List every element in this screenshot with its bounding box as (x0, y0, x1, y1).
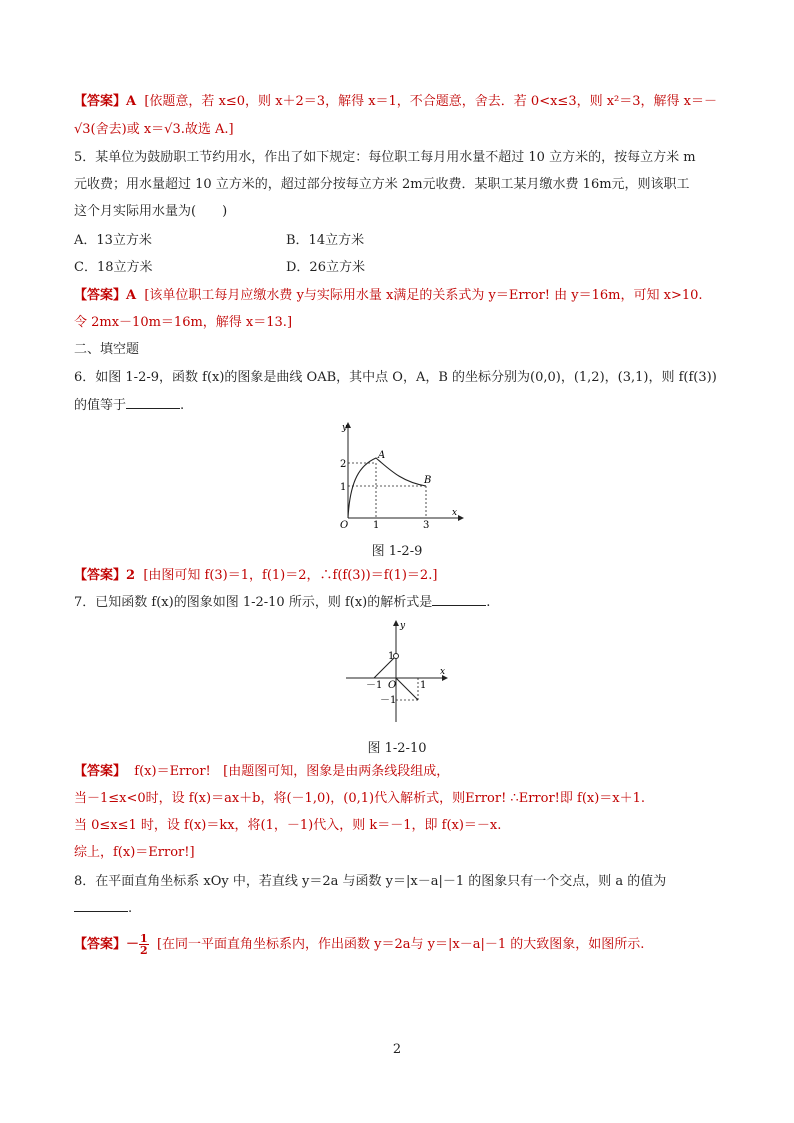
q8-stem-line-2: . (74, 899, 734, 919)
tick-label-x1: 1 (420, 680, 427, 691)
option-b: B．14立方米 (286, 233, 365, 248)
point-label-b: B (424, 475, 432, 486)
axis-label-y: y (400, 621, 406, 631)
option-a: A．13立方米 (74, 233, 152, 248)
tick-label-y2: 2 (340, 459, 347, 470)
fraction-numerator: 1 (140, 932, 148, 945)
q6-stem-line-1: 6．如图 1-2-9，函数 f(x)的图象是曲线 OAB，其中点 O，A，B 的坐标分别为(0,0)，(1,2)，(3,1)，则 f(f(3)) (74, 370, 717, 385)
answer-text: 令 2mx－10m＝16m，解得 x＝13.] (74, 315, 293, 330)
fraction-denominator: 2 (140, 944, 148, 957)
q6-answer-line (74, 566, 734, 586)
answer-text: [在同一平面直角坐标系内，作出函数 y＝2a与 y＝|x－a|－1 的大致图象，如图所示. (156, 937, 645, 952)
q5-stem-line-1: 5．某单位为鼓励职工节约用水，作出了如下规定：每位职工每月用水量不超过 10 立方米的，按每立方米 m (74, 150, 696, 165)
figure-1-2-10 (340, 618, 450, 724)
q5-answer-line-2 (74, 313, 734, 333)
axis-label-x: x (440, 667, 446, 677)
q5-stem-line-2: 元收费；用水量超过 10 立方米的，超过部分按每立方米 2m元收费．某职工某月缴水费 16m元，则该职工 (74, 177, 690, 192)
option-c: C．18立方米 (74, 260, 153, 275)
point-label-a: A (378, 450, 386, 461)
answer-tag: 【答案】 (74, 937, 127, 952)
answer-blank (126, 396, 180, 409)
axis-label-y: y (342, 423, 348, 433)
q5-stem-line-3: 这个月实际用水量为( ) (74, 204, 228, 219)
q8-stem-line-1: 8．在平面直角坐标系 xOy 中，若直线 y＝2a 与函数 y＝|x－a|－1 的图象只有一个交点，则 a 的值为 (74, 874, 667, 889)
segment-right (396, 678, 418, 700)
tick-label-y1: 1 (388, 651, 395, 662)
answer-text: 综上，f(x)＝Error!] (74, 845, 195, 860)
q5-options-row-2 (74, 258, 734, 278)
q7-answer-line-4 (74, 843, 734, 863)
answer-tag: 【答案】2 (74, 568, 136, 583)
answer-blank (74, 899, 128, 912)
answer-text: [该单位职工每月应缴水费 y与实际用水量 x满足的关系式为 y＝Error! 由 y＝16m，可知 x>10. (144, 288, 703, 303)
answer-text: [由图可知 f(3)＝1，f(1)＝2，∴f(f(3))＝f(1)＝2.] (143, 568, 438, 583)
answer-text: [依题意，若 x≤0，则 x＋2＝3，解得 x＝1，不合题意，舍去．若 0<x≤3，则 x²＝3，解得 x＝－ (144, 94, 718, 109)
q8-answer-line (74, 932, 734, 958)
tick-label-x3: 3 (423, 520, 430, 531)
tick-label-xm1: －1 (366, 680, 383, 691)
q7-stem-line-1: 7．已知函数 f(x)的图象如图 1-2-10 所示，则 f(x)的解析式是 . (74, 595, 491, 610)
q5-options-row-1 (74, 231, 734, 251)
section-heading: 二、填空题 (74, 342, 140, 357)
q6-stem-line-2: 的值等于 . (74, 398, 185, 413)
option-d: D．26立方米 (286, 260, 365, 275)
answer-text: 当 0≤x≤1 时，设 f(x)＝kx，将(1，－1)代入，则 k＝－1，即 f(x)＝－x. (74, 818, 502, 833)
q4-answer-line-2 (74, 120, 734, 140)
tick-label-y1: 1 (340, 482, 347, 493)
answer-tag: 【答案】A (74, 94, 137, 109)
answer-text: √3(舍去)或 x＝√3.故选 A.] (74, 122, 234, 137)
q7-answer-line-3 (74, 816, 734, 836)
q5-answer-line-1 (74, 286, 734, 306)
page-number: 2 (392, 1042, 402, 1057)
y-arrow (393, 620, 399, 626)
answer-tag: 【答案】 (74, 764, 127, 779)
tick-label-ym1: －1 (380, 695, 397, 706)
answer-text: 当－1≤x<0时，设 f(x)＝ax＋b，将(－1,0)，(0,1)代入解析式，则Error! ∴Error!即 f(x)＝x＋1. (74, 791, 646, 806)
tick-label-x1: 1 (373, 520, 380, 531)
curve-oab (348, 458, 426, 518)
answer-text: [由题图可知，图象是由两条线段组成， (223, 764, 450, 779)
figure-caption: 图 1-2-10 (367, 741, 427, 756)
figure-caption: 图 1-2-9 (371, 544, 423, 559)
q4-answer-line-1 (74, 92, 734, 112)
figure-1-2-9 (330, 420, 465, 532)
q7-answer-line-1 (74, 762, 734, 782)
answer-expression: f(x)＝Error! (134, 764, 211, 779)
answer-blank (432, 593, 486, 606)
origin-label: O (388, 680, 397, 691)
q7-answer-line-2 (74, 789, 734, 809)
answer-tag: 【答案】A (74, 288, 137, 303)
answer-sign: － (126, 937, 140, 952)
answer-fraction (139, 933, 149, 956)
origin-label: O (340, 520, 349, 531)
axis-label-x: x (452, 508, 458, 518)
x-arrow (458, 515, 464, 521)
